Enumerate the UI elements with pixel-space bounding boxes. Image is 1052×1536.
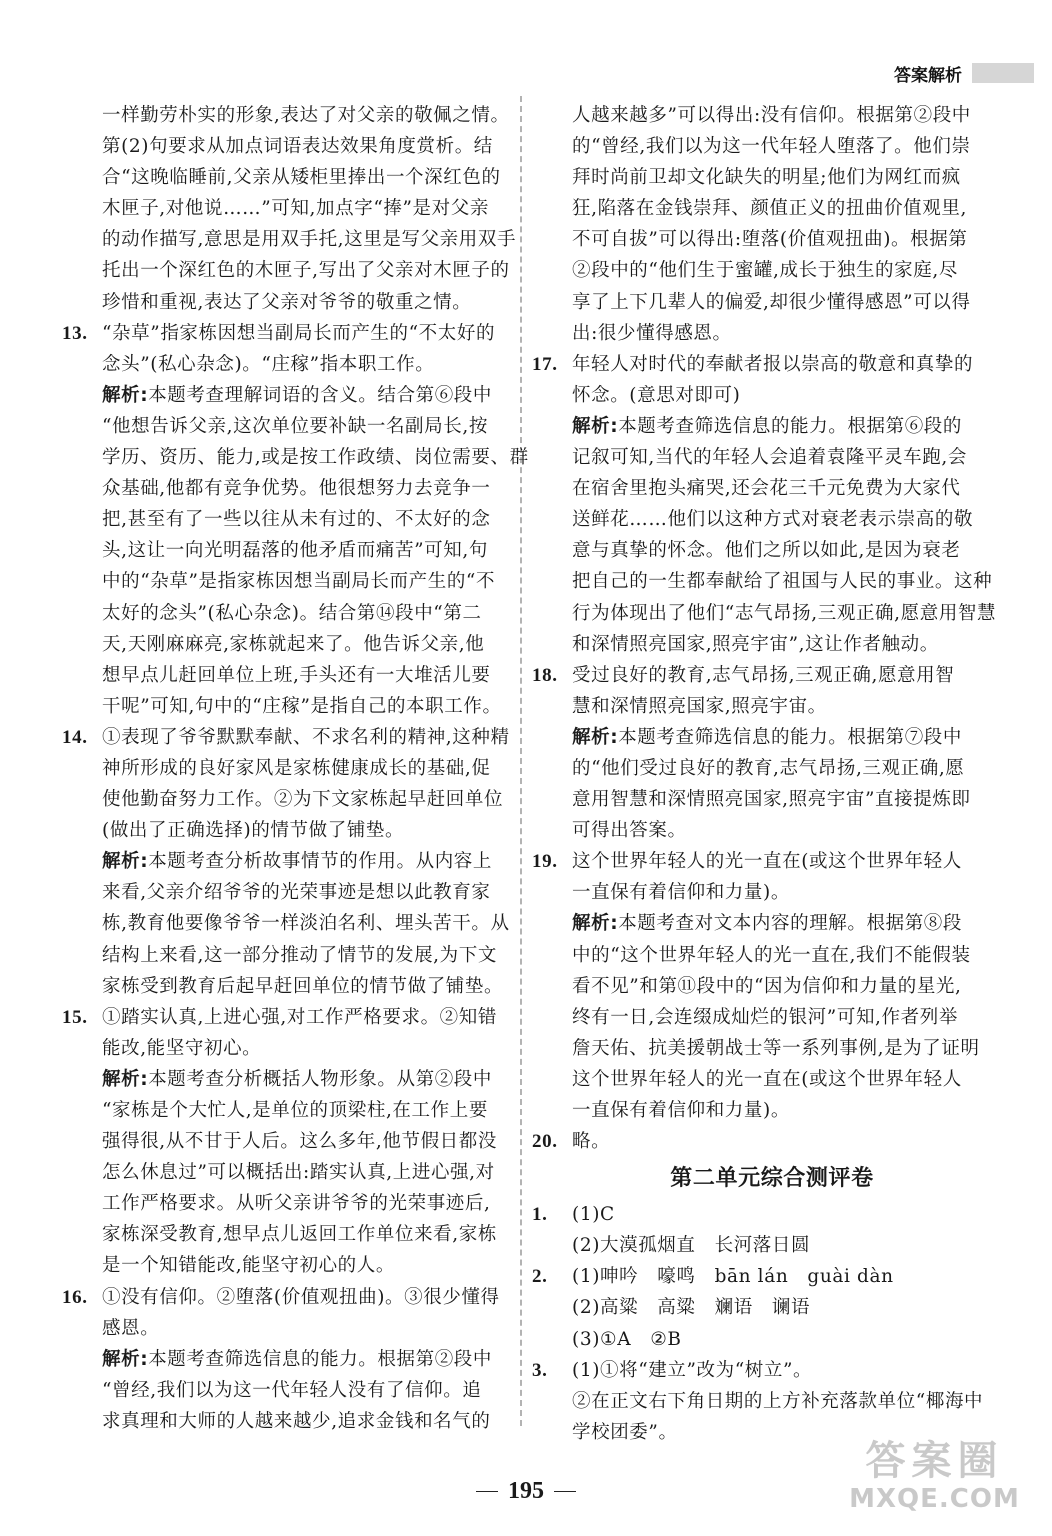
answer-line (62, 722, 514, 753)
page-number: 195 (508, 1478, 544, 1504)
footer-dash-left (476, 1491, 498, 1493)
answer-line (532, 660, 982, 691)
question-number: 14. (62, 726, 88, 748)
answer-line (532, 1261, 982, 1292)
answer-text: 念头”(私心杂念)。“庄稼”指本职工作。 (102, 353, 435, 375)
jiexi-text: “他想告诉父亲,这次单位要补缺一名副局长,按 (102, 415, 488, 437)
answer-line (62, 318, 514, 349)
jiexi-text: 的“他们受过良好的教育,志气昂扬,三观正确,愿 (572, 757, 965, 779)
question-number: 13. (62, 322, 88, 344)
jiexi-text: 是一个知错能改,能坚守初心的人。 (102, 1255, 395, 1277)
text-line: 木匣子,对他说……”可知,加点字“捧”是对父亲 (102, 198, 489, 220)
jiexi-text: 怎么休息过”可以概括出:踏实认真,上进心强,对 (102, 1162, 495, 1184)
text-line: 托出一个深红色的木匣子,写出了父亲对木匣子的 (102, 260, 510, 282)
question-number: 17. (532, 353, 558, 375)
question-number: 18. (532, 664, 558, 686)
answer-line (62, 1282, 514, 1313)
jiexi-label: 解析: (102, 384, 149, 406)
question-20 (532, 1126, 982, 1157)
question-15 (62, 1002, 514, 1282)
question-17 (532, 349, 997, 660)
header-label: 答案解析 (894, 65, 962, 86)
section2-q1 (532, 1199, 982, 1261)
jiexi-text: 看不见”和第⑪段中的“因为信仰和力量的星光, (572, 975, 962, 997)
jiexi-text: 太好的念头”(私心杂念)。结合第⑭段中“第二 (102, 602, 482, 624)
answer-text: 能改,能坚守初心。 (102, 1037, 262, 1059)
answer-text: 使他勤奋努力工作。②为下文家栋起早赶回单位 (102, 789, 504, 811)
jiexi-text: 天,天刚麻麻亮,家栋就起来了。他告诉父亲,他 (102, 633, 485, 655)
text-line: 珍惜和重视,表达了父亲对爷爷的敬重之情。 (102, 291, 472, 313)
answer-line (532, 1126, 982, 1157)
jiexi-text: 求真理和大师的人越来越少,追求金钱和名气的 (102, 1410, 491, 1432)
answer-text: (3)①A ②B (572, 1328, 682, 1350)
answer-text: 略。 (572, 1131, 611, 1153)
jiexi-text: 本题考查筛选信息的能力。根据第⑦段中 (618, 726, 963, 748)
question-18 (532, 660, 982, 847)
jiexi-text: 中的“这个世界年轻人的光一直在,我们不能假装 (572, 944, 971, 966)
jiexi-text: 学历、资历、能力,或是按工作政绩、岗位需要、群 (102, 447, 529, 469)
jiexi-text: 可得出答案。 (572, 820, 687, 842)
jiexi-text: 意与真挚的怀念。他们之所以如此,是因为衰老 (572, 540, 961, 562)
jiexi-text: ②段中的“他们生于蜜罐,成长于独生的家庭,尽 (572, 260, 958, 282)
jiexi-line (532, 722, 982, 753)
text-line: 的动作描写,意思是用双手托,这里是写父亲用双手 (102, 229, 517, 251)
q12-tail (62, 100, 517, 318)
answer-text: (1)①将“建立”改为“树立”。 (572, 1359, 813, 1381)
jiexi-text: 意用智慧和深情照亮国家,照亮宇宙”直接提炼即 (572, 789, 971, 811)
watermark-url: MXQE.COM (849, 1484, 1020, 1514)
question-14 (62, 722, 514, 1002)
jiexi-text: 栋,教育他要像爷爷一样淡泊名利、埋头苦干。从 (102, 913, 510, 935)
answer-line (532, 349, 982, 380)
question-13 (62, 318, 529, 722)
jiexi-text: 众基础,他都有竞争优势。他很想努力去竞争一 (102, 478, 491, 500)
answer-text: 慧和深情照亮国家,照亮宇宙。 (572, 695, 827, 717)
question-number: 16. (62, 1286, 88, 1308)
text-line: 一样勤劳朴实的形象,表达了对父亲的敬佩之情。 (102, 105, 510, 126)
jiexi-text: 来看,父亲介绍爷爷的光荣事迹是想以此教育家 (102, 882, 491, 904)
left-column (62, 100, 529, 1437)
section-title: 第二单元综合测评卷 (670, 1166, 874, 1192)
jiexi-label: 解析: (572, 913, 619, 935)
jiexi-text: 这个世界年轻人的光一直在(或这个世界年轻人 (572, 1068, 962, 1090)
answer-text: ①表现了爷爷默默奉献、不求名利的精神,这种精 (102, 726, 510, 748)
header-bar (972, 63, 1034, 83)
jiexi-line (62, 1064, 514, 1095)
jiexi-text: 终有一日,会连缀成灿烂的银河”可知,作者列举 (572, 1006, 958, 1028)
jiexi-text: 行为体现出了他们“志气昂扬,三观正确,愿意用智慧 (572, 602, 997, 624)
jiexi-line (62, 380, 514, 411)
column-divider (520, 96, 522, 1426)
jiexi-text: 本题考查筛选信息的能力。根据第⑥段的 (618, 415, 963, 437)
jiexi-text: 一直保有着信仰和力量)。 (572, 1100, 790, 1121)
jiexi-text: 本题考查理解词语的含义。结合第⑥段中 (148, 384, 493, 406)
answer-text: 怀念。(意思对即可) (572, 384, 741, 406)
answer-text: ①踏实认真,上进心强,对工作严格要求。②知错 (102, 1006, 497, 1028)
right-column (532, 100, 997, 1448)
jiexi-line (532, 411, 982, 442)
jiexi-text: 本题考查分析概括人物形象。从第②段中 (148, 1068, 493, 1090)
jiexi-text: 结构上来看,这一部分推动了情节的发展,为下文 (102, 944, 497, 966)
answer-line (532, 846, 982, 877)
q16-continued (532, 100, 982, 349)
answer-text: 受过良好的教育,志气昂扬,三观正确,愿意用智 (572, 664, 955, 686)
jiexi-label: 解析: (572, 415, 619, 437)
answer-line (62, 1002, 514, 1033)
answer-text: 一直保有着信仰和力量)。 (572, 882, 790, 904)
jiexi-text: 家栋深受教育,想早点儿返回工作单位来看,家栋 (102, 1224, 497, 1246)
jiexi-text: 中的“杂草”是指家栋因想当副局长而产生的“不 (102, 571, 496, 593)
answer-text: ②在正文右下角日期的上方补充落款单位“椰海中 (572, 1390, 984, 1412)
jiexi-text: 拜时尚前卫却文化缺失的明星;他们为网红而疯 (572, 167, 961, 189)
jiexi-line (62, 846, 514, 877)
question-number: 2. (532, 1266, 548, 1288)
answer-text: 这个世界年轻人的光一直在(或这个世界年轻人 (572, 851, 962, 873)
section2-q3 (532, 1355, 982, 1448)
jiexi-text: 詹天佑、抗美援朝战士等一系列事例,是为了证明 (572, 1037, 980, 1059)
jiexi-text: 不可自拔”可以得出:堕落(价值观扭曲)。根据第 (572, 229, 968, 251)
jiexi-text: “曾经,我们以为这一代年轻人没有了信仰。追 (102, 1379, 482, 1401)
jiexi-text: 在宿舍里抱头痛哭,还会花三千元免费为大家代 (572, 478, 961, 500)
jiexi-line (62, 1344, 514, 1375)
jiexi-text: 工作严格要求。从听父亲讲爷爷的光荣事迹后, (102, 1193, 491, 1215)
jiexi-line (532, 908, 982, 939)
jiexi-label: 解析: (102, 1068, 149, 1090)
jiexi-label: 解析: (102, 1348, 149, 1370)
question-number: 15. (62, 1006, 88, 1028)
watermark-logo-text: 答案圈 (865, 1438, 1004, 1484)
answer-text: 感恩。 (102, 1317, 160, 1339)
question-19 (532, 846, 982, 1126)
answer-line (532, 1199, 982, 1230)
jiexi-text: 享了上下几辈人的偏爱,却很少懂得感恩”可以得 (572, 291, 971, 313)
jiexi-text: 人越来越多”可以得出:没有信仰。根据第②段中 (572, 105, 971, 126)
answer-text: 神所形成的良好家风是家栋健康成长的基础,促 (102, 757, 491, 779)
question-number: 1. (532, 1204, 548, 1226)
answer-text: 年轻人对时代的奉献者报以崇高的敬意和真挚的 (572, 353, 974, 375)
text-line: 合“这晚临睡前,父亲从矮柜里捧出一个深红色的 (102, 167, 501, 189)
jiexi-text: 把自己的一生都奉献给了祖国与人民的事业。这种 (572, 571, 993, 593)
section2-q2 (532, 1261, 982, 1354)
answer-text: “杂草”指家栋因想当副局长而产生的“不太好的 (102, 322, 496, 344)
answer-text: (2)大漠孤烟直 长河落日圆 (572, 1235, 811, 1257)
header-tab (894, 60, 1034, 86)
footer-dash-right (554, 1491, 576, 1493)
question-number: 20. (532, 1131, 558, 1153)
jiexi-text: 干呢”可知,句中的“庄稼”是指自己的本职工作。 (102, 695, 502, 717)
jiexi-text: 本题考查筛选信息的能力。根据第②段中 (148, 1348, 493, 1370)
jiexi-text: 本题考查分析故事情节的作用。从内容上 (148, 851, 493, 873)
answer-text: (1)C (572, 1204, 615, 1226)
jiexi-text: 的“曾经,我们以为这一代年轻人堕落了。他们崇 (572, 136, 971, 158)
jiexi-text: 和深情照亮国家,照亮宇宙”,这让作者触动。 (572, 633, 939, 655)
jiexi-text: 狂,陷落在金钱崇拜、颜值正义的扭曲价值观里, (572, 198, 967, 220)
jiexi-text: 想早点儿赶回单位上班,手头还有一大堆活儿要 (102, 664, 491, 686)
answer-text: (2)高粱 高粱 斓语 谰语 (572, 1297, 811, 1319)
question-16 (62, 1282, 514, 1437)
question-number: 3. (532, 1359, 548, 1381)
jiexi-text: 强得很,从不甘于人后。这么多年,他节假日都没 (102, 1131, 497, 1153)
answer-line (532, 1355, 982, 1386)
jiexi-text: 把,甚至有了一些以往从未有过的、不太好的念 (102, 509, 491, 531)
question-number: 19. (532, 851, 558, 873)
answer-text: (1)呻吟 嚎鸣 bān lán guài dàn (572, 1266, 894, 1288)
jiexi-text: 头,这让一向光明磊落的他矛盾而痛苦”可知,句 (102, 540, 488, 562)
jiexi-text: 送鲜花……他们以这种方式对衰老表示崇高的敬 (572, 509, 974, 531)
jiexi-text: 记叙可知,当代的年轻人会追着袁隆平灵车跑,会 (572, 447, 967, 469)
jiexi-text: 出:很少懂得感恩。 (572, 322, 732, 344)
jiexi-text: “家栋是个大忙人,是单位的顶梁柱,在工作上要 (102, 1100, 488, 1121)
jiexi-label: 解析: (572, 726, 619, 748)
answer-text: ①没有信仰。②堕落(价值观扭曲)。③很少懂得 (102, 1286, 500, 1308)
watermark-logo (837, 1438, 1032, 1528)
jiexi-text: 家栋受到教育后起早赶回单位的情节做了铺垫。 (102, 975, 504, 997)
jiexi-text: 本题考查对文本内容的理解。根据第⑧段 (618, 913, 963, 935)
text-line: 第(2)句要求从加点词语表达效果角度赏析。结 (102, 136, 493, 158)
jiexi-label: 解析: (102, 851, 149, 873)
answer-text: (做出了正确选择)的情节做了铺垫。 (102, 820, 405, 842)
answer-text: 学校团委”。 (572, 1421, 678, 1443)
